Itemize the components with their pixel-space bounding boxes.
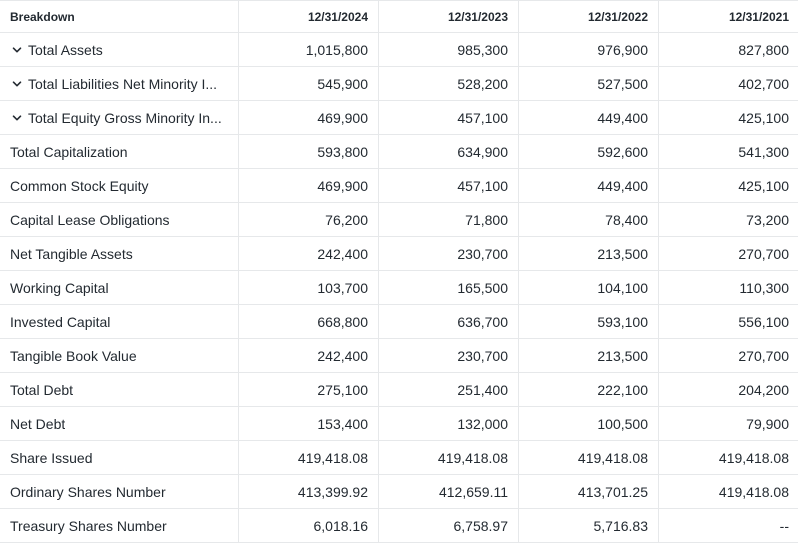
row-label: Treasury Shares Number <box>10 517 167 534</box>
row-value-cell: 5,716.83 <box>519 509 659 542</box>
row-label-cell[interactable] <box>0 101 239 134</box>
table-row <box>0 271 798 305</box>
row-value-cell: 270,700 <box>738 245 789 262</box>
row-label: Ordinary Shares Number <box>10 483 166 500</box>
row-label: Total Assets <box>28 41 103 58</box>
row-label-cell <box>0 475 239 508</box>
row-value-cell: 419,418.08 <box>239 441 379 474</box>
row-label-cell[interactable] <box>0 67 239 100</box>
row-value-cell: 1,015,800 <box>239 33 379 66</box>
row-value-cell: 213,500 <box>519 339 659 372</box>
row-value-cell: 242,400 <box>239 237 379 270</box>
row-value-cell: 270,700 <box>738 347 789 364</box>
row-value-cell: 827,800 <box>738 41 789 58</box>
row-label-cell <box>0 339 239 372</box>
table-row <box>0 237 798 271</box>
row-label: Total Liabilities Net Minority I... <box>28 75 218 92</box>
row-value-cell: 634,900 <box>379 135 519 168</box>
row-label: Capital Lease Obligations <box>10 211 170 228</box>
row-label: Net Debt <box>10 415 66 432</box>
table-row <box>0 305 798 339</box>
row-value-cell: 449,400 <box>519 101 659 134</box>
row-value-cell: 425,100 <box>738 177 789 194</box>
row-value-cell: 230,700 <box>379 237 519 270</box>
row-value-cell: 153,400 <box>239 407 379 440</box>
table-row <box>0 509 798 543</box>
row-value-cell: 165,500 <box>379 271 519 304</box>
row-label-cell[interactable] <box>0 33 239 66</box>
row-value-cell: 71,800 <box>379 203 519 236</box>
row-value-cell: 132,000 <box>379 407 519 440</box>
row-value-cell: -- <box>779 517 789 534</box>
row-value-cell: 419,418.08 <box>718 449 789 466</box>
row-value-cell: 6,758.97 <box>379 509 519 542</box>
row-value-cell: 545,900 <box>239 67 379 100</box>
row-label-cell <box>0 441 239 474</box>
row-value-cell: 242,400 <box>239 339 379 372</box>
row-value-cell: 457,100 <box>379 101 519 134</box>
row-label: Tangible Book Value <box>10 347 137 364</box>
row-value-cell: 78,400 <box>519 203 659 236</box>
row-value-cell: 985,300 <box>379 33 519 66</box>
row-value-cell: 528,200 <box>379 67 519 100</box>
row-value-cell: 222,100 <box>519 373 659 406</box>
table-row <box>0 475 798 509</box>
table-row <box>0 339 798 373</box>
table-row[interactable] <box>0 67 798 101</box>
row-value-cell: 104,100 <box>519 271 659 304</box>
row-value-cell: 251,400 <box>379 373 519 406</box>
row-label-cell <box>0 373 239 406</box>
row-value-cell: 469,900 <box>239 101 379 134</box>
row-value-cell: 457,100 <box>379 169 519 202</box>
row-value-cell: 213,500 <box>519 237 659 270</box>
header-breakdown[interactable]: Breakdown <box>0 1 239 32</box>
header-date-2022[interactable]: 12/31/2022 <box>519 1 659 32</box>
row-label: Total Equity Gross Minority In... <box>28 109 222 126</box>
chevron-down-icon[interactable] <box>10 111 24 125</box>
row-value-cell: 413,399.92 <box>239 475 379 508</box>
table-row <box>0 203 798 237</box>
row-value-cell: 419,418.08 <box>718 483 789 500</box>
row-label: Working Capital <box>10 279 109 296</box>
table-row <box>0 373 798 407</box>
row-value-cell: 469,900 <box>239 169 379 202</box>
row-label: Total Capitalization <box>10 143 128 160</box>
row-value-cell: 556,100 <box>738 313 789 330</box>
row-value-cell: 103,700 <box>239 271 379 304</box>
row-label-cell <box>0 237 239 270</box>
row-label: Total Debt <box>10 381 74 398</box>
chevron-down-icon[interactable] <box>10 77 24 91</box>
row-label: Share Issued <box>10 449 93 466</box>
table-row <box>0 135 798 169</box>
row-value-cell: 6,018.16 <box>239 509 379 542</box>
row-value-cell: 449,400 <box>519 169 659 202</box>
row-value-cell: 100,500 <box>519 407 659 440</box>
row-value-cell: 419,418.08 <box>379 441 519 474</box>
row-value-cell: 593,100 <box>519 305 659 338</box>
row-value-cell: 79,900 <box>746 415 789 432</box>
row-label-cell <box>0 135 239 168</box>
chevron-down-icon[interactable] <box>10 43 24 57</box>
table-row <box>0 169 798 203</box>
row-value-cell: 527,500 <box>519 67 659 100</box>
row-label-cell <box>0 169 239 202</box>
row-label: Common Stock Equity <box>10 177 149 194</box>
row-value-cell: 73,200 <box>746 211 789 228</box>
row-value-cell: 204,200 <box>738 381 789 398</box>
row-value-cell: 230,700 <box>379 339 519 372</box>
row-value-cell: 668,800 <box>239 305 379 338</box>
table-row <box>0 407 798 441</box>
row-label-cell <box>0 271 239 304</box>
row-label: Invested Capital <box>10 313 111 330</box>
header-date-2023[interactable]: 12/31/2023 <box>379 1 519 32</box>
table-body <box>0 33 798 543</box>
row-value-cell: 402,700 <box>738 75 789 92</box>
row-value-cell: 275,100 <box>239 373 379 406</box>
row-value-cell: 636,700 <box>379 305 519 338</box>
table-row[interactable] <box>0 101 798 135</box>
row-label: Net Tangible Assets <box>10 245 133 262</box>
row-label-cell <box>0 407 239 440</box>
row-value-cell: 413,701.25 <box>519 475 659 508</box>
row-label-cell <box>0 305 239 338</box>
table-header <box>0 0 798 33</box>
row-value-cell: 976,900 <box>519 33 659 66</box>
table-row[interactable] <box>0 33 798 67</box>
header-date-2024[interactable]: 12/31/2024 <box>239 1 379 32</box>
row-value-cell: 593,800 <box>239 135 379 168</box>
row-value-cell: 592,600 <box>519 135 659 168</box>
row-value-cell: 419,418.08 <box>519 441 659 474</box>
row-value-cell: 76,200 <box>239 203 379 236</box>
row-label-cell <box>0 203 239 236</box>
row-value-cell: 425,100 <box>738 109 789 126</box>
header-date-2021[interactable]: 12/31/2021 <box>728 9 789 24</box>
table-row <box>0 441 798 475</box>
row-value-cell: 541,300 <box>738 143 789 160</box>
row-value-cell: 110,300 <box>739 279 789 296</box>
row-label-cell <box>0 509 239 542</box>
row-value-cell: 412,659.11 <box>379 475 519 508</box>
